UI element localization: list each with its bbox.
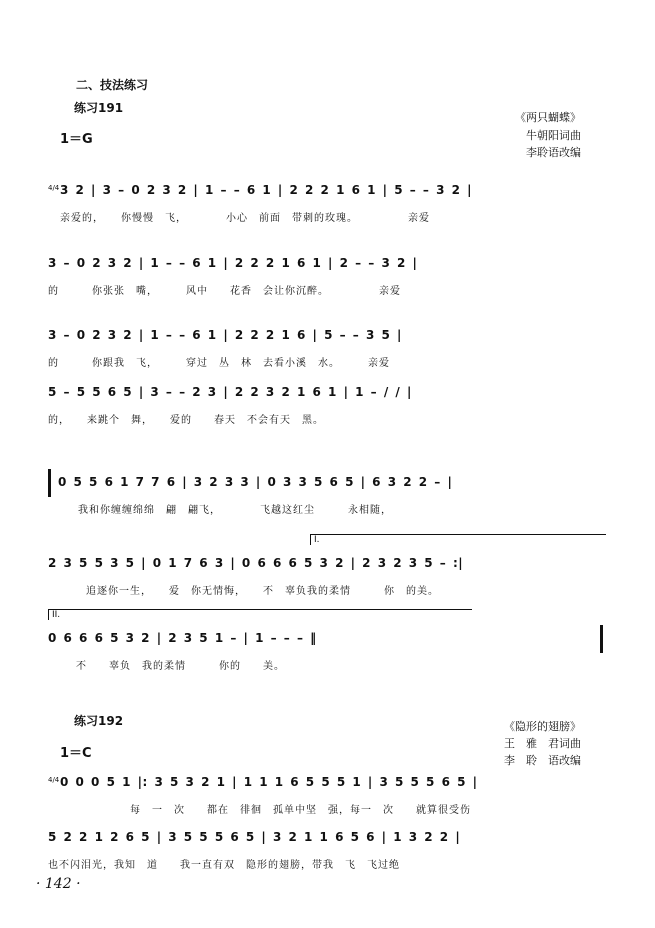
exercise-192-song-title: 《隐形的翅膀》 (504, 720, 581, 733)
volta-second-ending: II. (48, 609, 472, 620)
lyrics-line: 每 一 次 都在 徘徊 孤单中坚 强，每一 次 就算很受伤 (130, 805, 471, 816)
time-signature: 4/4 (48, 776, 60, 784)
lyrics-line: 的 你张张 嘴， 风中 花香 会让你沉醉。 亲爱 (48, 286, 401, 297)
notes-line: 0 6 6 6 5 3 2 | 2 3 5 1 – | 1 – – – ‖ (48, 631, 317, 645)
lyrics-line: 追逐你一生， 爱 你无情悔， 不 辜负我的柔情 你 的美。 (86, 586, 439, 597)
lyrics-line: 的， 来跳个 舞， 爱的 春天 不会有天 黑。 (48, 415, 324, 426)
exercise-191-label: 练习191 (74, 101, 124, 115)
notes-line: 5 2 2 1 2 6 5 | 3 5 5 5 6 5 | 3 2 1 1 6 5 6 | 1 3 2 2 | (48, 830, 461, 844)
exercise-191-lyricist: 牛朝阳词曲 (526, 129, 581, 142)
notes-line: 0 5 5 6 1 7 7 6 | 3 2 3 3 | 0 3 3 5 6 5 | 6 3 2 2 – | (58, 475, 453, 489)
volta-first-ending: I. (310, 534, 606, 545)
exercise-192-key: 1＝C (60, 746, 92, 761)
exercise-192-label: 练习192 (74, 714, 124, 728)
exercise-192-arranger: 李 聆 语改编 (504, 754, 581, 767)
notes-line: 2 3 5 5 3 5 | 0 1 7 6 3 | 0 6 6 6 5 3 2 | 2 3 2 3 5 – :| (48, 556, 464, 570)
time-signature: 4/4 (48, 184, 60, 192)
repeat-start-barline (48, 469, 51, 497)
notes-line: 3 2 | 3 – 0 2 3 2 | 1 – – 6 1 | 2 2 2 1 6 1 | 5 – – 3 2 | (60, 183, 473, 197)
exercise-192-lyricist: 王 雅 君词曲 (504, 737, 581, 750)
section-heading: 二、技法练习 (76, 78, 149, 92)
lyrics-line: 亲爱的， 你慢慢 飞， 小心 前面 带刺的玫瑰。 亲爱 (60, 213, 430, 224)
lyrics-line: 不 辜负 我的柔情 你的 美。 (76, 661, 285, 672)
notes-line: 5 – 5 5 6 5 | 3 – – 2 3 | 2 2 3 2 1 6 1 | 1 – / / | (48, 385, 412, 399)
notes-line: 0 0 0 5 1 |: 3 5 3 2 1 | 1 1 1 6 5 5 5 1 | 3 5 5 5 6 5 | (60, 775, 478, 789)
lyrics-line: 也不闪泪光，我知 道 我一直有双 隐形的翅膀，带我 飞 飞过绝 (48, 860, 400, 871)
final-barline (600, 625, 603, 653)
page-number: · 142 · (36, 876, 81, 892)
notes-line: 3 – 0 2 3 2 | 1 – – 6 1 | 2 2 2 1 6 | 5 – – 3 5 | (48, 328, 402, 342)
lyrics-line: 的 你跟我 飞， 穿过 丛 林 去看小溪 水。 亲爱 (48, 358, 390, 369)
notes-line: 3 – 0 2 3 2 | 1 – – 6 1 | 2 2 2 1 6 1 | 2 – – 3 2 | (48, 256, 418, 270)
exercise-191-key: 1＝G (60, 132, 93, 147)
exercise-191-arranger: 李聆语改编 (526, 146, 581, 159)
exercise-191-song-title: 《两只蝴蝶》 (515, 111, 581, 124)
lyrics-line: 我和你缠缠绵绵 翩 翩飞， 飞越这红尘 永相随， (78, 505, 392, 516)
